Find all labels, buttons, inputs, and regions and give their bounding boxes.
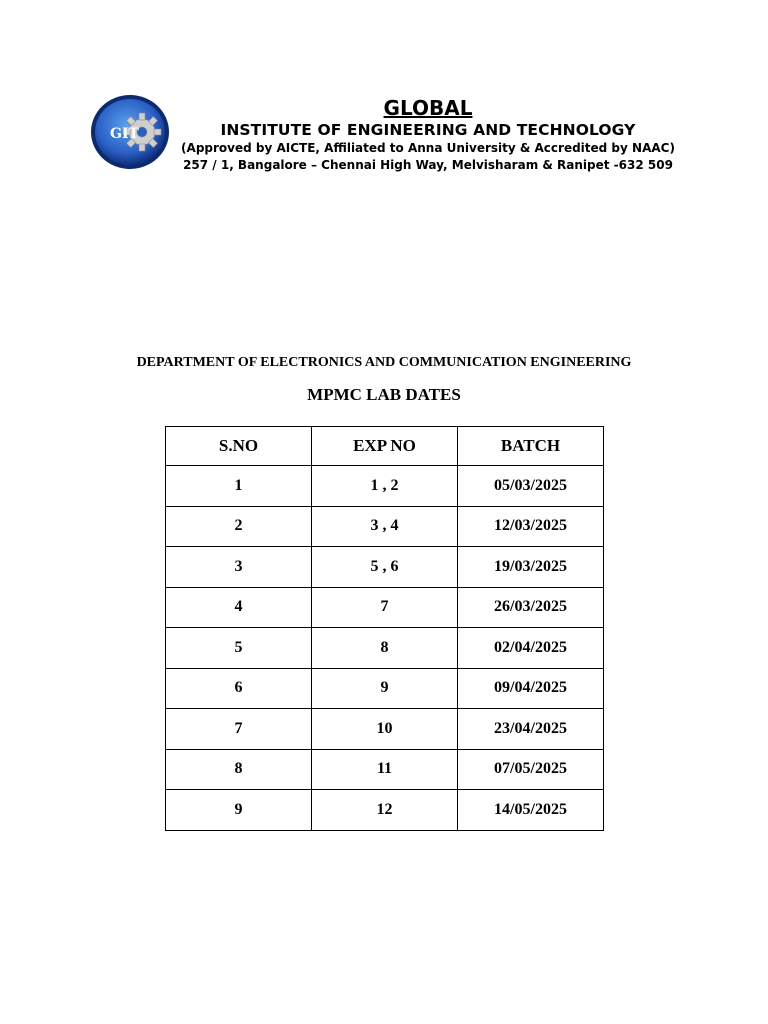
- cell-sno: 8: [166, 749, 312, 790]
- cell-sno: 7: [166, 709, 312, 750]
- logo-text: GIT: [110, 126, 139, 142]
- institute-full-name: INSTITUTE OF ENGINEERING AND TECHNOLOGY: [220, 121, 636, 139]
- table-row: [166, 587, 604, 628]
- lab-dates-table: [165, 426, 604, 831]
- cell-batch: 09/04/2025: [458, 668, 604, 709]
- cell-exp-no: 5 , 6: [312, 547, 458, 588]
- institute-address: 257 / 1, Bangalore – Chennai High Way, Melvisharam & Ranipet -632 509: [183, 158, 673, 172]
- letterhead: [88, 92, 688, 176]
- cell-sno: 4: [166, 587, 312, 628]
- cell-exp-no: 9: [312, 668, 458, 709]
- cell-exp-no: 10: [312, 709, 458, 750]
- cell-batch: 26/03/2025: [458, 587, 604, 628]
- cell-exp-no: 3 , 4: [312, 506, 458, 547]
- table-row: [166, 790, 604, 831]
- table-row: [166, 506, 604, 547]
- department-heading: DEPARTMENT OF ELECTRONICS AND COMMUNICATION ENGINEERING: [136, 355, 632, 370]
- cell-batch: 19/03/2025: [458, 547, 604, 588]
- cell-exp-no: 11: [312, 749, 458, 790]
- cell-exp-no: 8: [312, 628, 458, 669]
- table-row: [166, 668, 604, 709]
- cell-exp-no: 1 , 2: [312, 466, 458, 507]
- table-row: [166, 709, 604, 750]
- cell-exp-no: 12: [312, 790, 458, 831]
- institute-logo: [90, 94, 170, 170]
- cell-batch: 12/03/2025: [458, 506, 604, 547]
- cell-batch: 07/05/2025: [458, 749, 604, 790]
- cell-batch: 02/04/2025: [458, 628, 604, 669]
- institute-name: GLOBAL: [383, 96, 473, 120]
- cell-sno: 2: [166, 506, 312, 547]
- table-header-row: [166, 427, 604, 466]
- table-row: [166, 547, 604, 588]
- header-exp-no: EXP NO: [312, 427, 458, 466]
- cell-sno: 5: [166, 628, 312, 669]
- cell-sno: 1: [166, 466, 312, 507]
- letterhead-text: [168, 92, 688, 174]
- institute-approval: (Approved by AICTE, Affiliated to Anna University & Accredited by NAAC): [181, 141, 675, 155]
- document-title: MPMC LAB DATES: [307, 385, 461, 404]
- cell-batch: 14/05/2025: [458, 790, 604, 831]
- table-row: [166, 466, 604, 507]
- header-batch: BATCH: [458, 427, 604, 466]
- cell-batch: 23/04/2025: [458, 709, 604, 750]
- table-row: [166, 749, 604, 790]
- cell-sno: 9: [166, 790, 312, 831]
- cell-sno: 6: [166, 668, 312, 709]
- cell-exp-no: 7: [312, 587, 458, 628]
- table-row: [166, 628, 604, 669]
- header-sno: S.NO: [166, 427, 312, 466]
- cell-sno: 3: [166, 547, 312, 588]
- cell-batch: 05/03/2025: [458, 466, 604, 507]
